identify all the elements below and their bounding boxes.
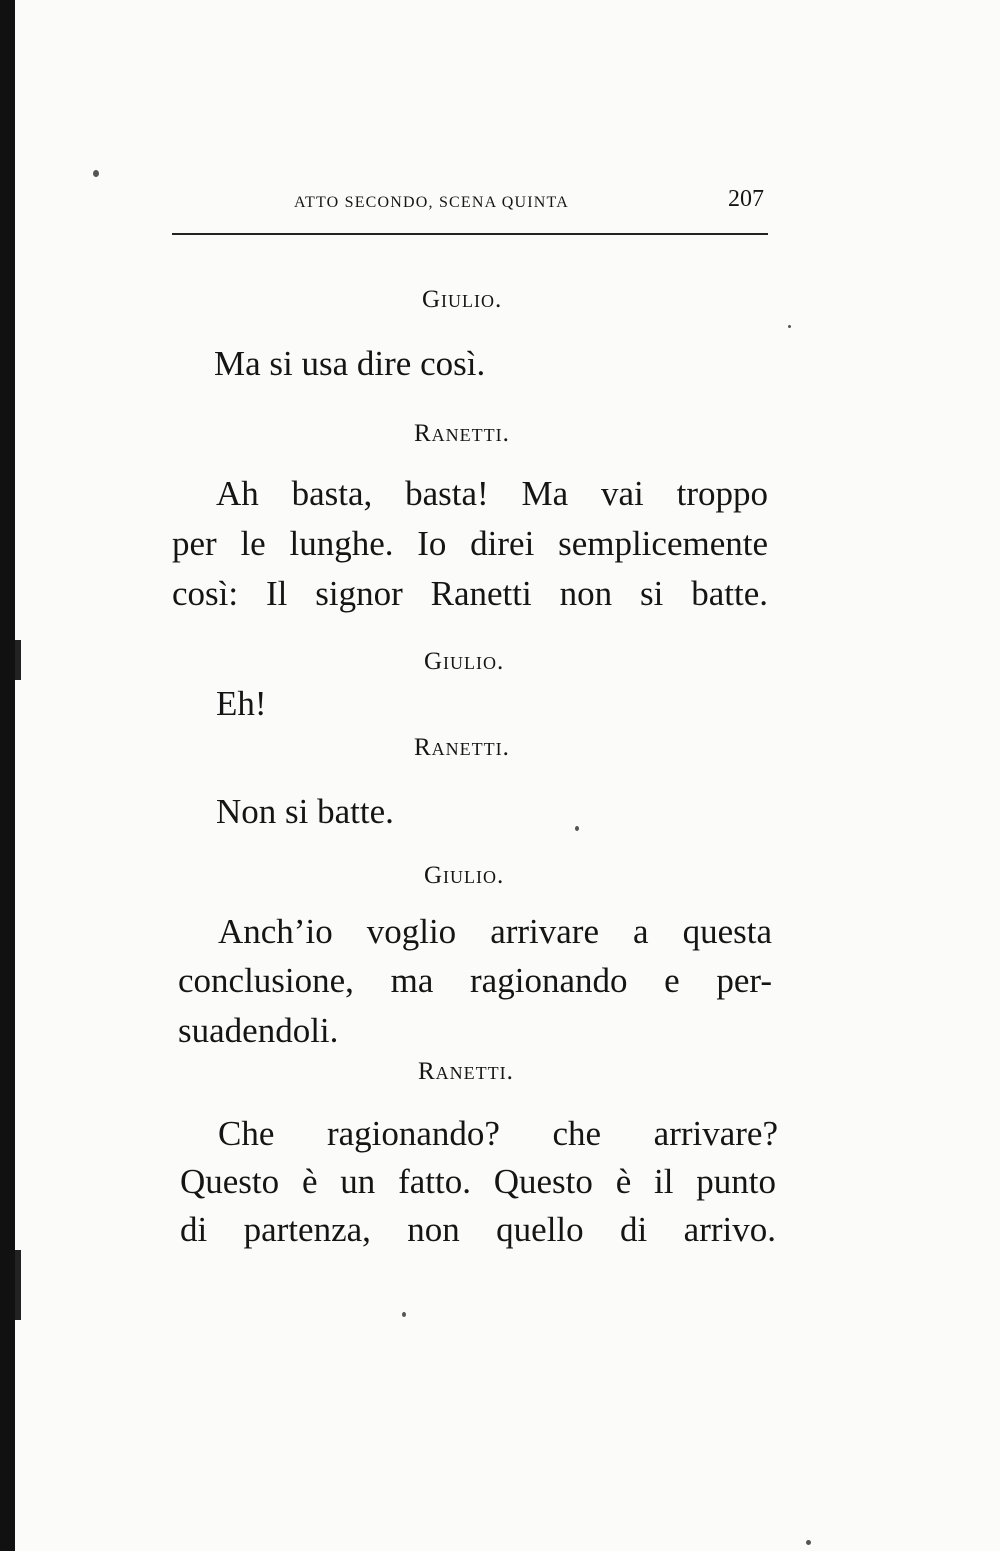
binding-notch xyxy=(15,1250,21,1320)
dialogue-line: Che ragionando? che arrivare? xyxy=(218,1114,778,1153)
dialogue-line: di partenza, non quello di arrivo. xyxy=(180,1210,776,1249)
dialogue-line: Eh! xyxy=(216,684,267,723)
dialogue-line: Ma si usa dire così. xyxy=(214,344,486,383)
dialogue-line: conclusione, ma ragionando e per- xyxy=(178,961,772,1000)
speaker-name: Ranetti. xyxy=(418,1058,514,1085)
page-number: 207 xyxy=(728,186,764,212)
ink-speck xyxy=(806,1540,811,1545)
dialogue-line: Ah basta, basta! Ma vai troppo xyxy=(216,474,768,513)
ink-speck xyxy=(575,826,579,831)
speaker-name: Giulio. xyxy=(424,862,505,889)
speaker-name: Ranetti. xyxy=(414,734,510,761)
page-header xyxy=(172,186,768,216)
speaker-name: Ranetti. xyxy=(414,420,510,447)
running-head: ATTO SECONDO, SCENA QUINTA xyxy=(294,194,569,211)
speaker-name: Giulio. xyxy=(424,648,505,675)
ink-speck xyxy=(402,1312,406,1317)
header-rule xyxy=(172,233,768,235)
book-binding-edge xyxy=(0,0,15,1551)
ink-speck xyxy=(93,170,99,177)
dialogue-line: suadendoli. xyxy=(178,1011,339,1050)
dialogue-line: per le lunghe. Io direi semplicemente xyxy=(172,524,768,563)
dialogue-line: Anch’io voglio arrivare a questa xyxy=(218,912,772,951)
dialogue-line: Questo è un fatto. Questo è il punto xyxy=(180,1162,776,1201)
dialogue-line: così: Il signor Ranetti non si batte. xyxy=(172,574,768,613)
speaker-name: Giulio. xyxy=(422,286,503,313)
dialogue-line: Non si batte. xyxy=(216,792,394,831)
binding-notch xyxy=(15,640,21,680)
ink-speck xyxy=(788,325,791,328)
